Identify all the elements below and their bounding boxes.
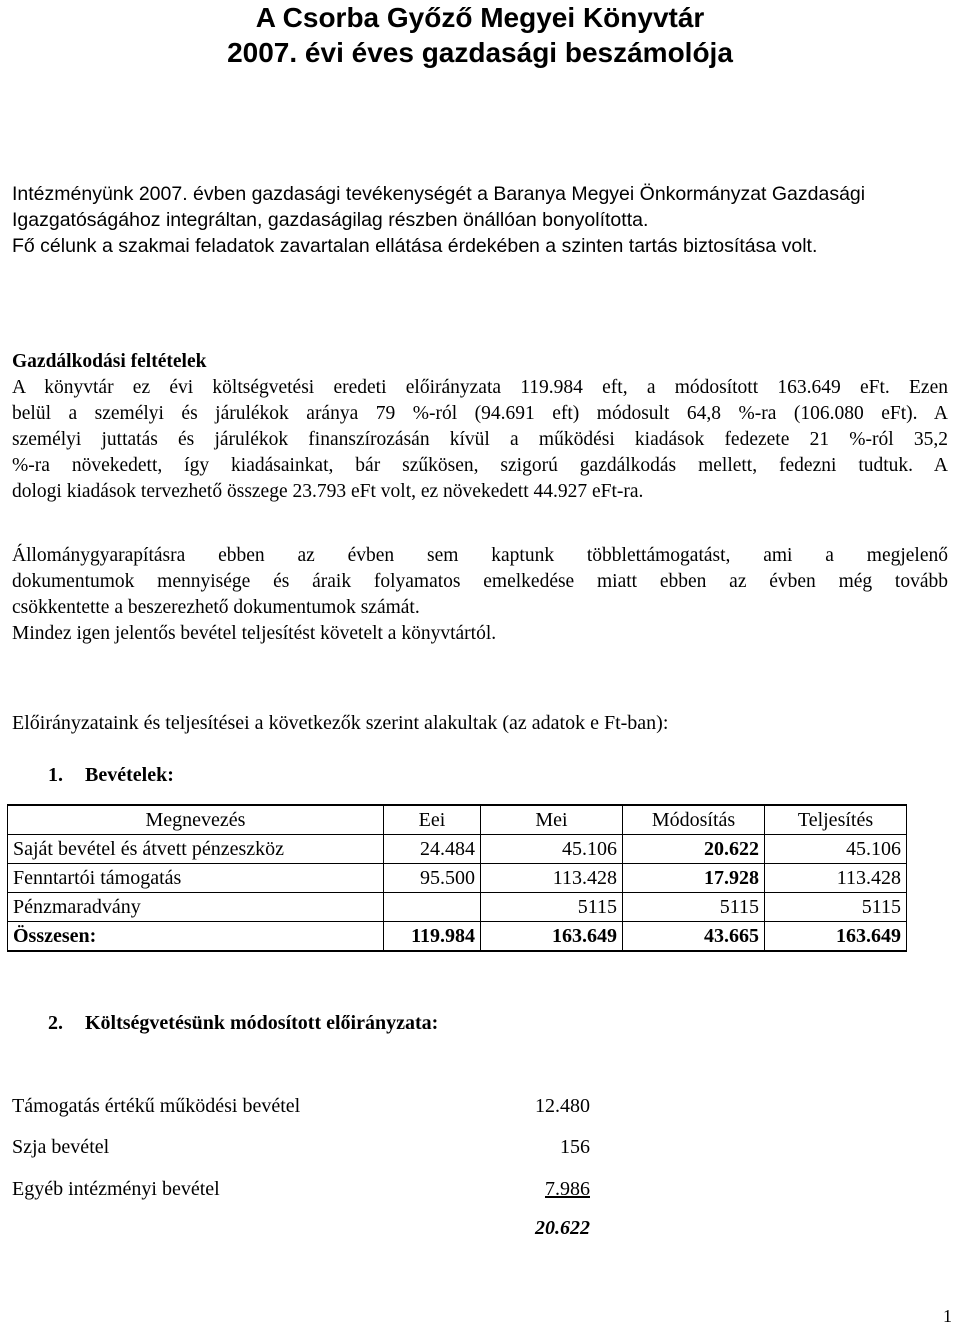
intro-line: Igazgatóságához integráltan, gazdaságilag részben önállóan bonyolította.: [12, 209, 649, 231]
acquisition-line: Mindez igen jelentős bevétel teljesítést követelt a könyvtártól.: [12, 623, 497, 644]
cell-mei: 5115: [481, 893, 623, 922]
section-1-title: Bevételek:: [85, 764, 174, 786]
cell-name: Saját bevétel és átvett pénzeszköz: [8, 835, 384, 864]
modified-item-label: Támogatás értékű működési bevétel: [12, 1095, 301, 1117]
col-header-mei: Mei: [481, 805, 623, 835]
cell-name: Fenntartói támogatás: [8, 864, 384, 893]
cell-total-eei: 119.984: [384, 922, 481, 952]
conditions-line: személyi juttatás és járulékok finanszírozásán kívül a működési kiadások fedezete 21 %-ról 35,2: [12, 429, 948, 450]
revenue-table: [7, 804, 907, 952]
col-header-teljesites: Teljesítés: [765, 805, 907, 835]
table-header-row: [8, 805, 907, 835]
section-2-heading: [48, 1012, 438, 1035]
section-1-heading: [48, 764, 174, 787]
modified-item-label: Egyéb intézményi bevétel: [12, 1178, 220, 1200]
cell-eei: 24.484: [384, 835, 481, 864]
conditions-section: [12, 349, 948, 505]
cell-mei: 113.428: [481, 864, 623, 893]
intro-paragraph: [12, 181, 948, 259]
page-number: 1: [943, 1306, 952, 1326]
table-row: [8, 835, 907, 864]
col-header-modositas: Módosítás: [623, 805, 765, 835]
conditions-line: dologi kiadások tervezhető összege 23.793 eFt volt, ez növekedett 44.927 eFt-ra.: [12, 481, 644, 502]
acquisition-paragraph: [12, 543, 948, 647]
cell-modositas: 5115: [623, 893, 765, 922]
cell-modositas: 17.928: [623, 864, 765, 893]
cell-eei: [384, 893, 481, 922]
cell-eei: 95.500: [384, 864, 481, 893]
table-row: [8, 893, 907, 922]
cell-modositas: 20.622: [623, 835, 765, 864]
intro-line: Intézményünk 2007. évben gazdasági tevékenységét a Baranya Megyei Önkormányzat Gazdasági: [12, 183, 866, 205]
modified-total: 20.622: [535, 1217, 590, 1239]
section-2-number: 2.: [48, 1012, 63, 1034]
acquisition-line: Állománygyarapításra ebben az évben sem kaptunk többlettámogatást, ami a megjelenő: [12, 545, 948, 566]
modified-item-value: 156: [560, 1136, 590, 1158]
acquisition-line: csökkentette a beszerezhető dokumentumok számát.: [12, 597, 420, 618]
conditions-line: A könyvtár ez évi költségvetési eredeti előirányzata 119.984 eft, a módosított 163.649 eFt. Ezen: [12, 377, 948, 398]
cell-total-modositas: 43.665: [623, 922, 765, 952]
cell-teljesites: 5115: [765, 893, 907, 922]
modified-item-label: Szja bevétel: [12, 1136, 110, 1158]
acquisition-line: dokumentumok mennyisége és áraik folyamatos emelkedése miatt ebben az évben még tovább: [12, 571, 948, 592]
table-total-row: [8, 922, 907, 952]
cell-total-mei: 163.649: [481, 922, 623, 952]
modified-item-value: 12.480: [535, 1095, 590, 1117]
cell-teljesites: 45.106: [765, 835, 907, 864]
section-1-number: 1.: [48, 764, 63, 786]
section-2-title: Költségvetésünk módosított előirányzata:: [85, 1012, 439, 1034]
col-header-name: Megnevezés: [8, 805, 384, 835]
conditions-line: belül a személyi és járulékok aránya 79 %-ról (94.691 eft) módosult 64,8 %-ra (106.080 eFt). A: [12, 403, 948, 424]
col-header-eei: Eei: [384, 805, 481, 835]
title-line-2: 2007. évi éves gazdasági beszámolója: [227, 37, 733, 68]
table-row: [8, 864, 907, 893]
cell-teljesites: 113.428: [765, 864, 907, 893]
cell-total-label: Összesen:: [8, 922, 384, 952]
cell-mei: 45.106: [481, 835, 623, 864]
intro-line: Fő célunk a szakmai feladatok zavartalan ellátása érdekében a szinten tartás biztosítása volt.: [12, 235, 818, 257]
conditions-line: %-ra növekedett, így kiadásainkat, bár szűkösen, szigorú gazdálkodás mellett, fedezni tudtuk. A: [12, 455, 948, 476]
title-line-1: A Csorba Győző Megyei Könyvtár: [255, 2, 705, 33]
modified-item-value: 7.986: [545, 1178, 590, 1200]
cell-total-teljesites: 163.649: [765, 922, 907, 952]
allocation-intro: Előirányzataink és teljesítései a következők szerint alakultak (az adatok e Ft-ban):: [12, 712, 669, 734]
cell-name: Pénzmaradvány: [8, 893, 384, 922]
conditions-heading: Gazdálkodási feltételek: [12, 351, 207, 372]
